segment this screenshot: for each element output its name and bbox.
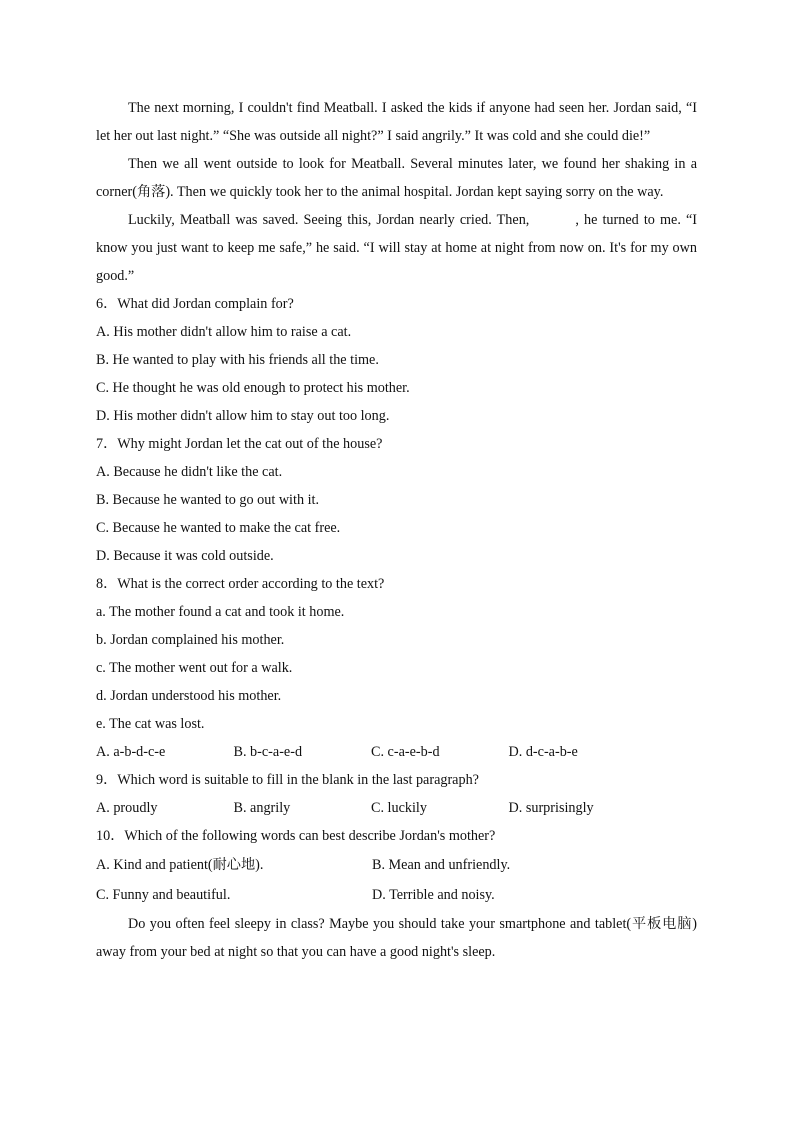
options-row-2 xyxy=(96,880,697,910)
option-a: A. Kind and patient(耐心地). xyxy=(96,857,264,873)
option-c: C. c-a-e-b-d xyxy=(371,744,440,760)
passage-paragraph-3 xyxy=(96,206,697,290)
document-page xyxy=(96,94,697,966)
event-e: e. The cat was lost. xyxy=(96,716,205,732)
paragraph-3-after-blank: , he turned to me. “I know you just want to keep me safe,” he said. “I will stay at home at night from now on. It's for my own good.” xyxy=(96,212,697,284)
options-row-1 xyxy=(96,850,697,880)
option-b: B. He wanted to play with his friends all the time. xyxy=(96,352,379,368)
option-d: D. Because it was cold outside. xyxy=(96,548,274,564)
option-d: D. Terrible and noisy. xyxy=(372,887,495,903)
next-passage-paragraph-1: Do you often feel sleepy in class? Maybe you should take your smartphone and tablet(平板电脑) away from your bed at night so that you can have a good night's sleep. xyxy=(96,916,697,960)
question-6 xyxy=(96,290,697,430)
option-d: D. d-c-a-b-e xyxy=(508,744,578,760)
option-d: D. His mother didn't allow him to stay out too long. xyxy=(96,408,390,424)
question-9 xyxy=(96,766,697,822)
question-10 xyxy=(96,822,697,910)
event-b: b. Jordan complained his mother. xyxy=(96,632,285,648)
options-row xyxy=(96,794,697,822)
question-8 xyxy=(96,570,697,766)
option-c: C. He thought he was old enough to protect his mother. xyxy=(96,380,410,396)
passage-paragraph-2: Then we all went outside to look for Meatball. Several minutes later, we found her shaking in a corner(角落). Then we quickly took her to the animal hospital. Jordan kept saying sorry on the way. xyxy=(96,156,697,200)
options-row xyxy=(96,738,697,766)
question-7 xyxy=(96,430,697,570)
option-d: D. surprisingly xyxy=(508,800,594,816)
question-stem: 9．Which word is suitable to fill in the blank in the last paragraph? xyxy=(96,772,479,788)
event-a: a. The mother found a cat and took it home. xyxy=(96,604,345,620)
passage-paragraph-1: The next morning, I couldn't find Meatball. I asked the kids if anyone had seen her. Jordan said, “I let her out last night.” “She was outside all night?” I said angrily.” It was cold and she could die!” xyxy=(96,100,697,144)
option-c: C. Because he wanted to make the cat free. xyxy=(96,520,341,536)
question-stem: 10．Which of the following words can best describe Jordan's mother? xyxy=(96,828,496,844)
question-stem: 8．What is the correct order according to the text? xyxy=(96,576,385,592)
paragraph-3-before-blank: Luckily, Meatball was saved. Seeing this, Jordan nearly cried. Then, xyxy=(128,212,530,228)
option-b: B. Because he wanted to go out with it. xyxy=(96,492,320,508)
option-c: C. Funny and beautiful. xyxy=(96,887,231,903)
option-b: B. angrily xyxy=(233,800,291,816)
option-c: C. luckily xyxy=(371,800,427,816)
question-stem: 6．What did Jordan complain for? xyxy=(96,296,294,312)
event-c: c. The mother went out for a walk. xyxy=(96,660,293,676)
option-b: B. b-c-a-e-d xyxy=(233,744,303,760)
option-a: A. Because he didn't like the cat. xyxy=(96,464,283,480)
question-stem: 7．Why might Jordan let the cat out of the house? xyxy=(96,436,383,452)
event-d: d. Jordan understood his mother. xyxy=(96,688,282,704)
option-a: A. proudly xyxy=(96,800,158,816)
option-a: A. His mother didn't allow him to raise a cat. xyxy=(96,324,352,340)
option-a: A. a-b-d-c-e xyxy=(96,744,166,760)
option-b: B. Mean and unfriendly. xyxy=(372,857,511,873)
